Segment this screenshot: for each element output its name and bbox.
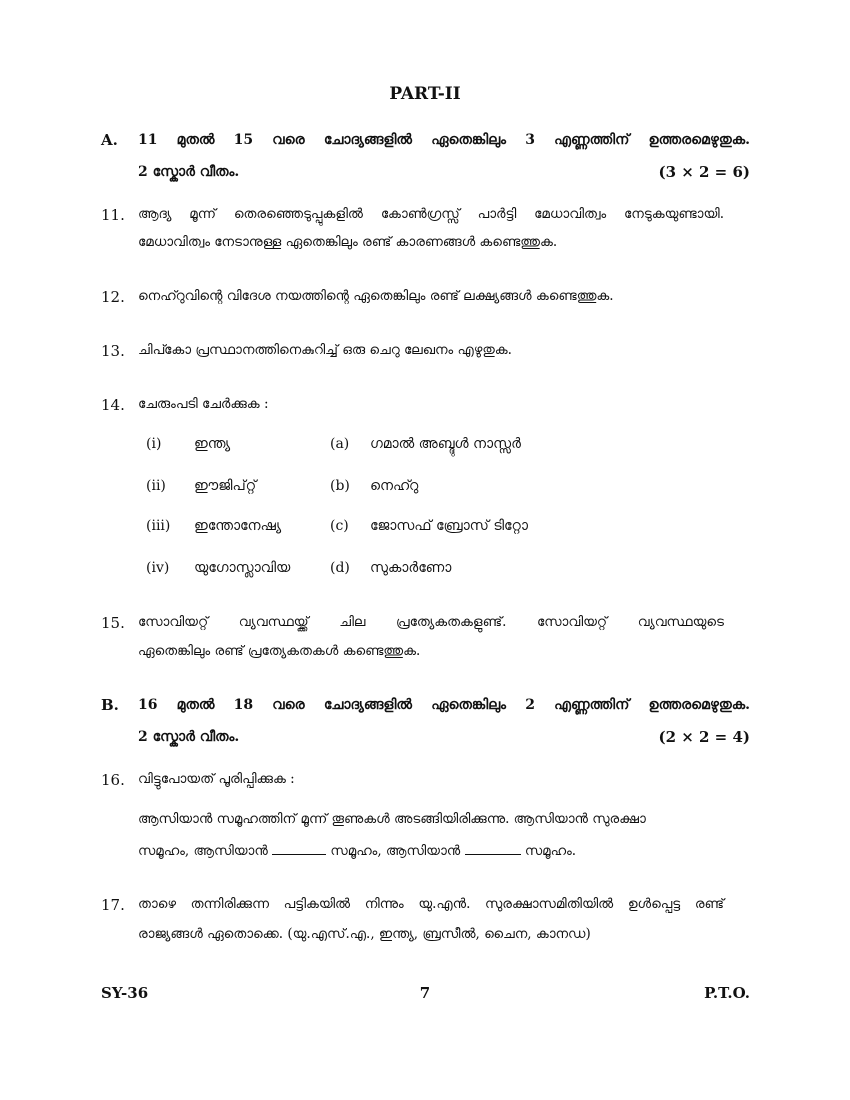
footer-code: SY-36 — [101, 984, 149, 1002]
q16-part-c: സമൂഹം. — [524, 843, 577, 859]
match-right-value: സുകാർണോ — [370, 560, 452, 576]
footer-pto: P.T.O. — [704, 984, 750, 1002]
section-b-letter: B. — [101, 696, 119, 714]
match-right-label: (d) — [330, 560, 350, 576]
q16-part-b: സമൂഹം, ആസിയാൻ — [330, 843, 461, 859]
match-left-value: ഇന്ത്യ — [194, 436, 231, 452]
match-right-label: (c) — [330, 518, 349, 534]
match-left-label: (iii) — [146, 518, 171, 534]
q16-passage-line1: ആസിയാൻ സമൂഹത്തിന് മൂന്ന് തൂണുകൾ അടങ്ങിയിരിക്കുന്നു. ആസിയാൻ സുരക്ഷാ — [138, 811, 646, 827]
q14-number: 14. — [101, 396, 125, 414]
match-right-value: ഗമാൽ അബ്ദുൾ നാസ്സർ — [370, 436, 521, 452]
section-a-letter: A. — [101, 131, 118, 149]
match-left-label: (ii) — [146, 478, 166, 494]
match-left-value: യുഗോസ്ലാവിയ — [194, 560, 291, 576]
q11-number: 11. — [101, 206, 125, 224]
q15-line1: സോവിയറ്റ് വ്യവസ്ഥയ്ക്ക് ചില പ്രത്യേകതകളുണ്ട്. സോവിയറ്റ് വ്യവസ്ഥയുടെ — [138, 614, 724, 630]
match-left-label: (iv) — [146, 560, 170, 576]
page-number: 7 — [419, 984, 431, 1002]
page-title: PART-II — [389, 84, 461, 104]
match-right-label: (b) — [330, 478, 350, 494]
fill-in-blank — [272, 853, 326, 855]
q13-text: ചിപ്കോ പ്രസ്ഥാനത്തിനെകുറിച്ച് ഒരു ചെറു ലേഖനം എഴുതുക. — [138, 342, 512, 358]
section-a-marks: (3 × 2 = 6) — [658, 163, 750, 181]
section-b-instruction: 16 മുതൽ 18 വരെ ചോദ്യങ്ങളിൽ ഏതെങ്കിലും 2 എണ്ണത്തിന് ഉത്തരമെഴുതുക. — [138, 697, 750, 713]
section-b-marks: (2 × 2 = 4) — [658, 728, 750, 746]
q11-line2: മേധാവിത്വം നേടാനുള്ള ഏതെങ്കിലും രണ്ട് കാരണങ്ങൾ കണ്ടെത്തുക. — [138, 234, 558, 250]
q17-number: 17. — [101, 896, 125, 914]
q11-line1: ആദ്യ മൂന്ന് തെരഞ്ഞെടുപ്പുകളിൽ കോൺഗ്രസ്സ് പാർട്ടി മേധാവിത്വം നേടുകയുണ്ടായി. — [138, 206, 724, 222]
q16-passage-line2 — [138, 843, 576, 859]
section-a-instruction: 11 മുതൽ 15 വരെ ചോദ്യങ്ങളിൽ ഏതെങ്കിലും 3 എണ്ണത്തിന് ഉത്തരമെഴുതുക. — [138, 132, 750, 148]
section-b-score: 2 സ്കോർ വീതം. — [138, 729, 240, 745]
match-right-value: നെഹ്റു — [370, 478, 419, 494]
q15-line2: ഏതെങ്കിലും രണ്ട് പ്രത്യേകതകൾ കണ്ടെത്തുക. — [138, 643, 421, 659]
q16-text: വിട്ടുപോയത് പൂരിപ്പിക്കുക : — [138, 771, 295, 787]
q12-text: നെഹ്റുവിന്റെ വിദേശ നയത്തിന്റെ ഏതെങ്കിലും രണ്ട് ലക്ഷ്യങ്ങൾ കണ്ടെത്തുക. — [138, 288, 614, 304]
match-left-label: (i) — [146, 436, 162, 452]
match-left-value: ഇന്തോനേഷ്യ — [194, 518, 282, 534]
q14-text: ചേരുംപടി ചേർക്കുക : — [138, 396, 269, 412]
fill-in-blank — [465, 853, 521, 855]
q16-number: 16. — [101, 771, 125, 789]
section-a-score: 2 സ്കോർ വീതം. — [138, 164, 240, 180]
match-right-value: ജോസഫ് ബ്രോസ് ടിറ്റോ — [370, 518, 528, 534]
q17-line2: രാജ്യങ്ങൾ ഏതൊക്കെ. (യു.എസ്.എ., ഇന്ത്യ, ബ്രസീൽ, ചൈന, കാനഡ) — [138, 926, 591, 942]
match-left-value: ഈജിപ്റ്റ് — [194, 478, 257, 494]
q12-number: 12. — [101, 288, 125, 306]
match-right-label: (a) — [330, 436, 350, 452]
q17-line1: താഴെ തന്നിരിക്കുന്ന പട്ടികയിൽ നിന്നും യു.എൻ. സുരക്ഷാസമിതിയിൽ ഉൾപ്പെട്ട രണ്ട് — [138, 896, 724, 912]
q16-part-a: സമൂഹം, ആസിയാൻ — [138, 843, 268, 859]
q15-number: 15. — [101, 614, 125, 632]
q13-number: 13. — [101, 342, 125, 360]
